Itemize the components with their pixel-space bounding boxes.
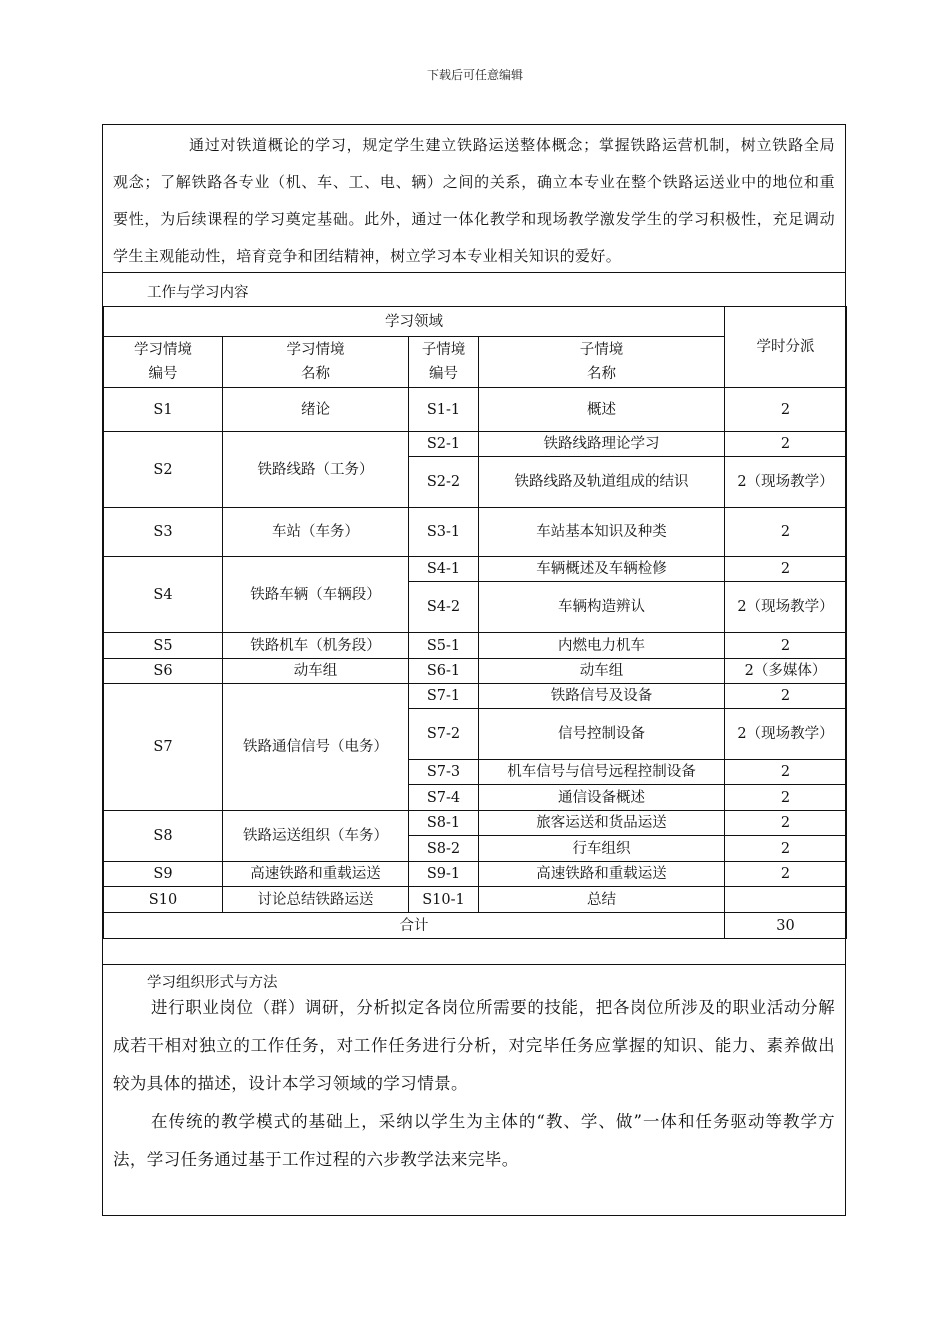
hours-cell: 2	[725, 811, 847, 836]
table-row	[104, 633, 847, 659]
sub-name-cell: 概述	[479, 388, 725, 432]
sub-id-cell: S5-1	[409, 633, 479, 659]
sub-name-cell: 车辆构造辨认	[479, 582, 725, 633]
col-sub-name: 子情境 名称	[479, 337, 725, 388]
hours-cell: 2（现场教学）	[725, 709, 847, 760]
table-row	[104, 659, 847, 684]
sub-id-cell: S7-2	[409, 709, 479, 760]
total-row	[104, 913, 847, 939]
table-row	[104, 388, 847, 432]
situation-id-cell: S8	[104, 811, 223, 862]
sub-id-cell: S7-1	[409, 684, 479, 709]
situation-name-cell: 讨论总结铁路运送	[223, 887, 409, 913]
situation-id-cell: S6	[104, 659, 223, 684]
hours-cell: 2	[725, 388, 847, 432]
table-header-row	[104, 307, 847, 337]
sub-name-cell: 高速铁路和重载运送	[479, 862, 725, 887]
hours-cell: 2（现场教学）	[725, 457, 847, 508]
situation-id-cell: S1	[104, 388, 223, 432]
sub-name-cell: 车辆概述及车辆检修	[479, 557, 725, 582]
col-situation-name: 学习情境 名称	[223, 337, 409, 388]
sub-id-cell: S1-1	[409, 388, 479, 432]
section-title-work: 工作与学习内容	[147, 285, 249, 301]
situation-name-cell: 铁路运送组织（车务）	[223, 811, 409, 862]
col-sub-no: 子情境 编号	[409, 337, 479, 388]
situation-id-cell: S2	[104, 432, 223, 508]
situation-id-cell: S10	[104, 887, 223, 913]
table-row	[104, 432, 847, 457]
table-row	[104, 508, 847, 557]
hours-cell: 2	[725, 508, 847, 557]
hours-header: 学时分派	[725, 307, 847, 388]
divider-line	[103, 938, 845, 939]
sub-id-cell: S4-2	[409, 582, 479, 633]
sub-id-cell: S4-1	[409, 557, 479, 582]
situation-name-cell: 绪论	[223, 388, 409, 432]
sub-name-cell: 信号控制设备	[479, 709, 725, 760]
situation-name-cell: 铁路机车（机务段）	[223, 633, 409, 659]
table-row	[104, 684, 847, 709]
sub-name-cell: 机车信号与信号远程控制设备	[479, 760, 725, 785]
hours-cell: 2	[725, 862, 847, 887]
sub-id-cell: S7-4	[409, 785, 479, 811]
document-frame	[102, 124, 846, 1216]
sub-id-cell: S8-2	[409, 836, 479, 862]
hours-cell: 2	[725, 557, 847, 582]
situation-name-cell: 动车组	[223, 659, 409, 684]
sub-id-cell: S10-1	[409, 887, 479, 913]
sub-id-cell: S6-1	[409, 659, 479, 684]
situation-name-cell: 高速铁路和重载运送	[223, 862, 409, 887]
table-row	[104, 862, 847, 887]
situation-id-cell: S3	[104, 508, 223, 557]
situation-id-cell: S7	[104, 684, 223, 811]
sub-name-cell: 动车组	[479, 659, 725, 684]
section-title-methods: 学习组织形式与方法	[147, 975, 278, 991]
header-note: 下载后可任意编辑	[426, 68, 523, 82]
hours-cell: 2	[725, 785, 847, 811]
col-situation-no: 学习情境 编号	[104, 337, 223, 388]
sub-name-cell: 铁路信号及设备	[479, 684, 725, 709]
situation-name-cell: 铁路通信信号（电务）	[223, 684, 409, 811]
hours-cell: 2	[725, 432, 847, 457]
sub-name-cell: 总结	[479, 887, 725, 913]
sub-name-cell: 铁路线路理论学习	[479, 432, 725, 457]
learning-domain-table	[103, 306, 847, 939]
situation-name-cell: 车站（车务）	[223, 508, 409, 557]
hours-cell: 2	[725, 836, 847, 862]
total-label: 合计	[104, 913, 725, 939]
sub-name-cell: 旅客运送和货品运送	[479, 811, 725, 836]
sub-id-cell: S2-2	[409, 457, 479, 508]
sub-id-cell: S9-1	[409, 862, 479, 887]
methods-paragraph: 进行职业岗位（群）调研，分析拟定各岗位所需要的技能，把各岗位所涉及的职业活动分解成若干相对独立的工作任务，对工作任务进行分析，对完毕任务应掌握的知识、能力、素养做出较为具体的描述，设计本学习领域的学习情景。	[113, 998, 835, 1093]
situation-name-cell: 铁路车辆（车辆段）	[223, 557, 409, 633]
sub-name-cell: 行车组织	[479, 836, 725, 862]
table-row	[104, 557, 847, 582]
methods-paragraph: 在传统的教学模式的基础上，采纳以学生为主体的“教、学、做”一体和任务驱动等教学方法，学习任务通过基于工作过程的六步教学法来完毕。	[113, 1112, 835, 1169]
hours-cell: 2	[725, 633, 847, 659]
total-hours: 30	[725, 913, 847, 939]
hours-cell	[725, 887, 847, 913]
table-row	[104, 887, 847, 913]
table-body	[104, 307, 847, 939]
hours-cell: 2（多媒体）	[725, 659, 847, 684]
sub-name-cell: 内燃电力机车	[479, 633, 725, 659]
situation-name-cell: 铁路线路（工务）	[223, 432, 409, 508]
sub-id-cell: S2-1	[409, 432, 479, 457]
sub-name-cell: 车站基本知识及种类	[479, 508, 725, 557]
hours-cell: 2	[725, 760, 847, 785]
sub-name-cell: 铁路线路及轨道组成的结识	[479, 457, 725, 508]
sub-id-cell: S3-1	[409, 508, 479, 557]
hours-cell: 2	[725, 684, 847, 709]
hours-cell: 2（现场教学）	[725, 582, 847, 633]
situation-id-cell: S9	[104, 862, 223, 887]
intro-paragraph: 通过对铁道概论的学习，规定学生建立铁路运送整体概念；掌握铁路运营机制，树立铁路全局观念；了解铁路各专业（机、车、工、电、辆）之间的关系，确立本专业在整个铁路运送业中的地位和重要性，为后续课程的学习奠定基础。此外，通过一体化教学和现场教学激发学生的学习积极性，充足调动学生主观能动性，培育竞争和团结精神，树立学习本专业相关知识的爱好。	[103, 125, 845, 273]
table-row	[104, 811, 847, 836]
methods-text	[103, 989, 845, 1179]
sub-name-cell: 通信设备概述	[479, 785, 725, 811]
situation-id-cell: S4	[104, 557, 223, 633]
domain-header: 学习领域	[104, 307, 725, 337]
divider-line	[103, 964, 845, 965]
sub-id-cell: S8-1	[409, 811, 479, 836]
situation-id-cell: S5	[104, 633, 223, 659]
sub-id-cell: S7-3	[409, 760, 479, 785]
